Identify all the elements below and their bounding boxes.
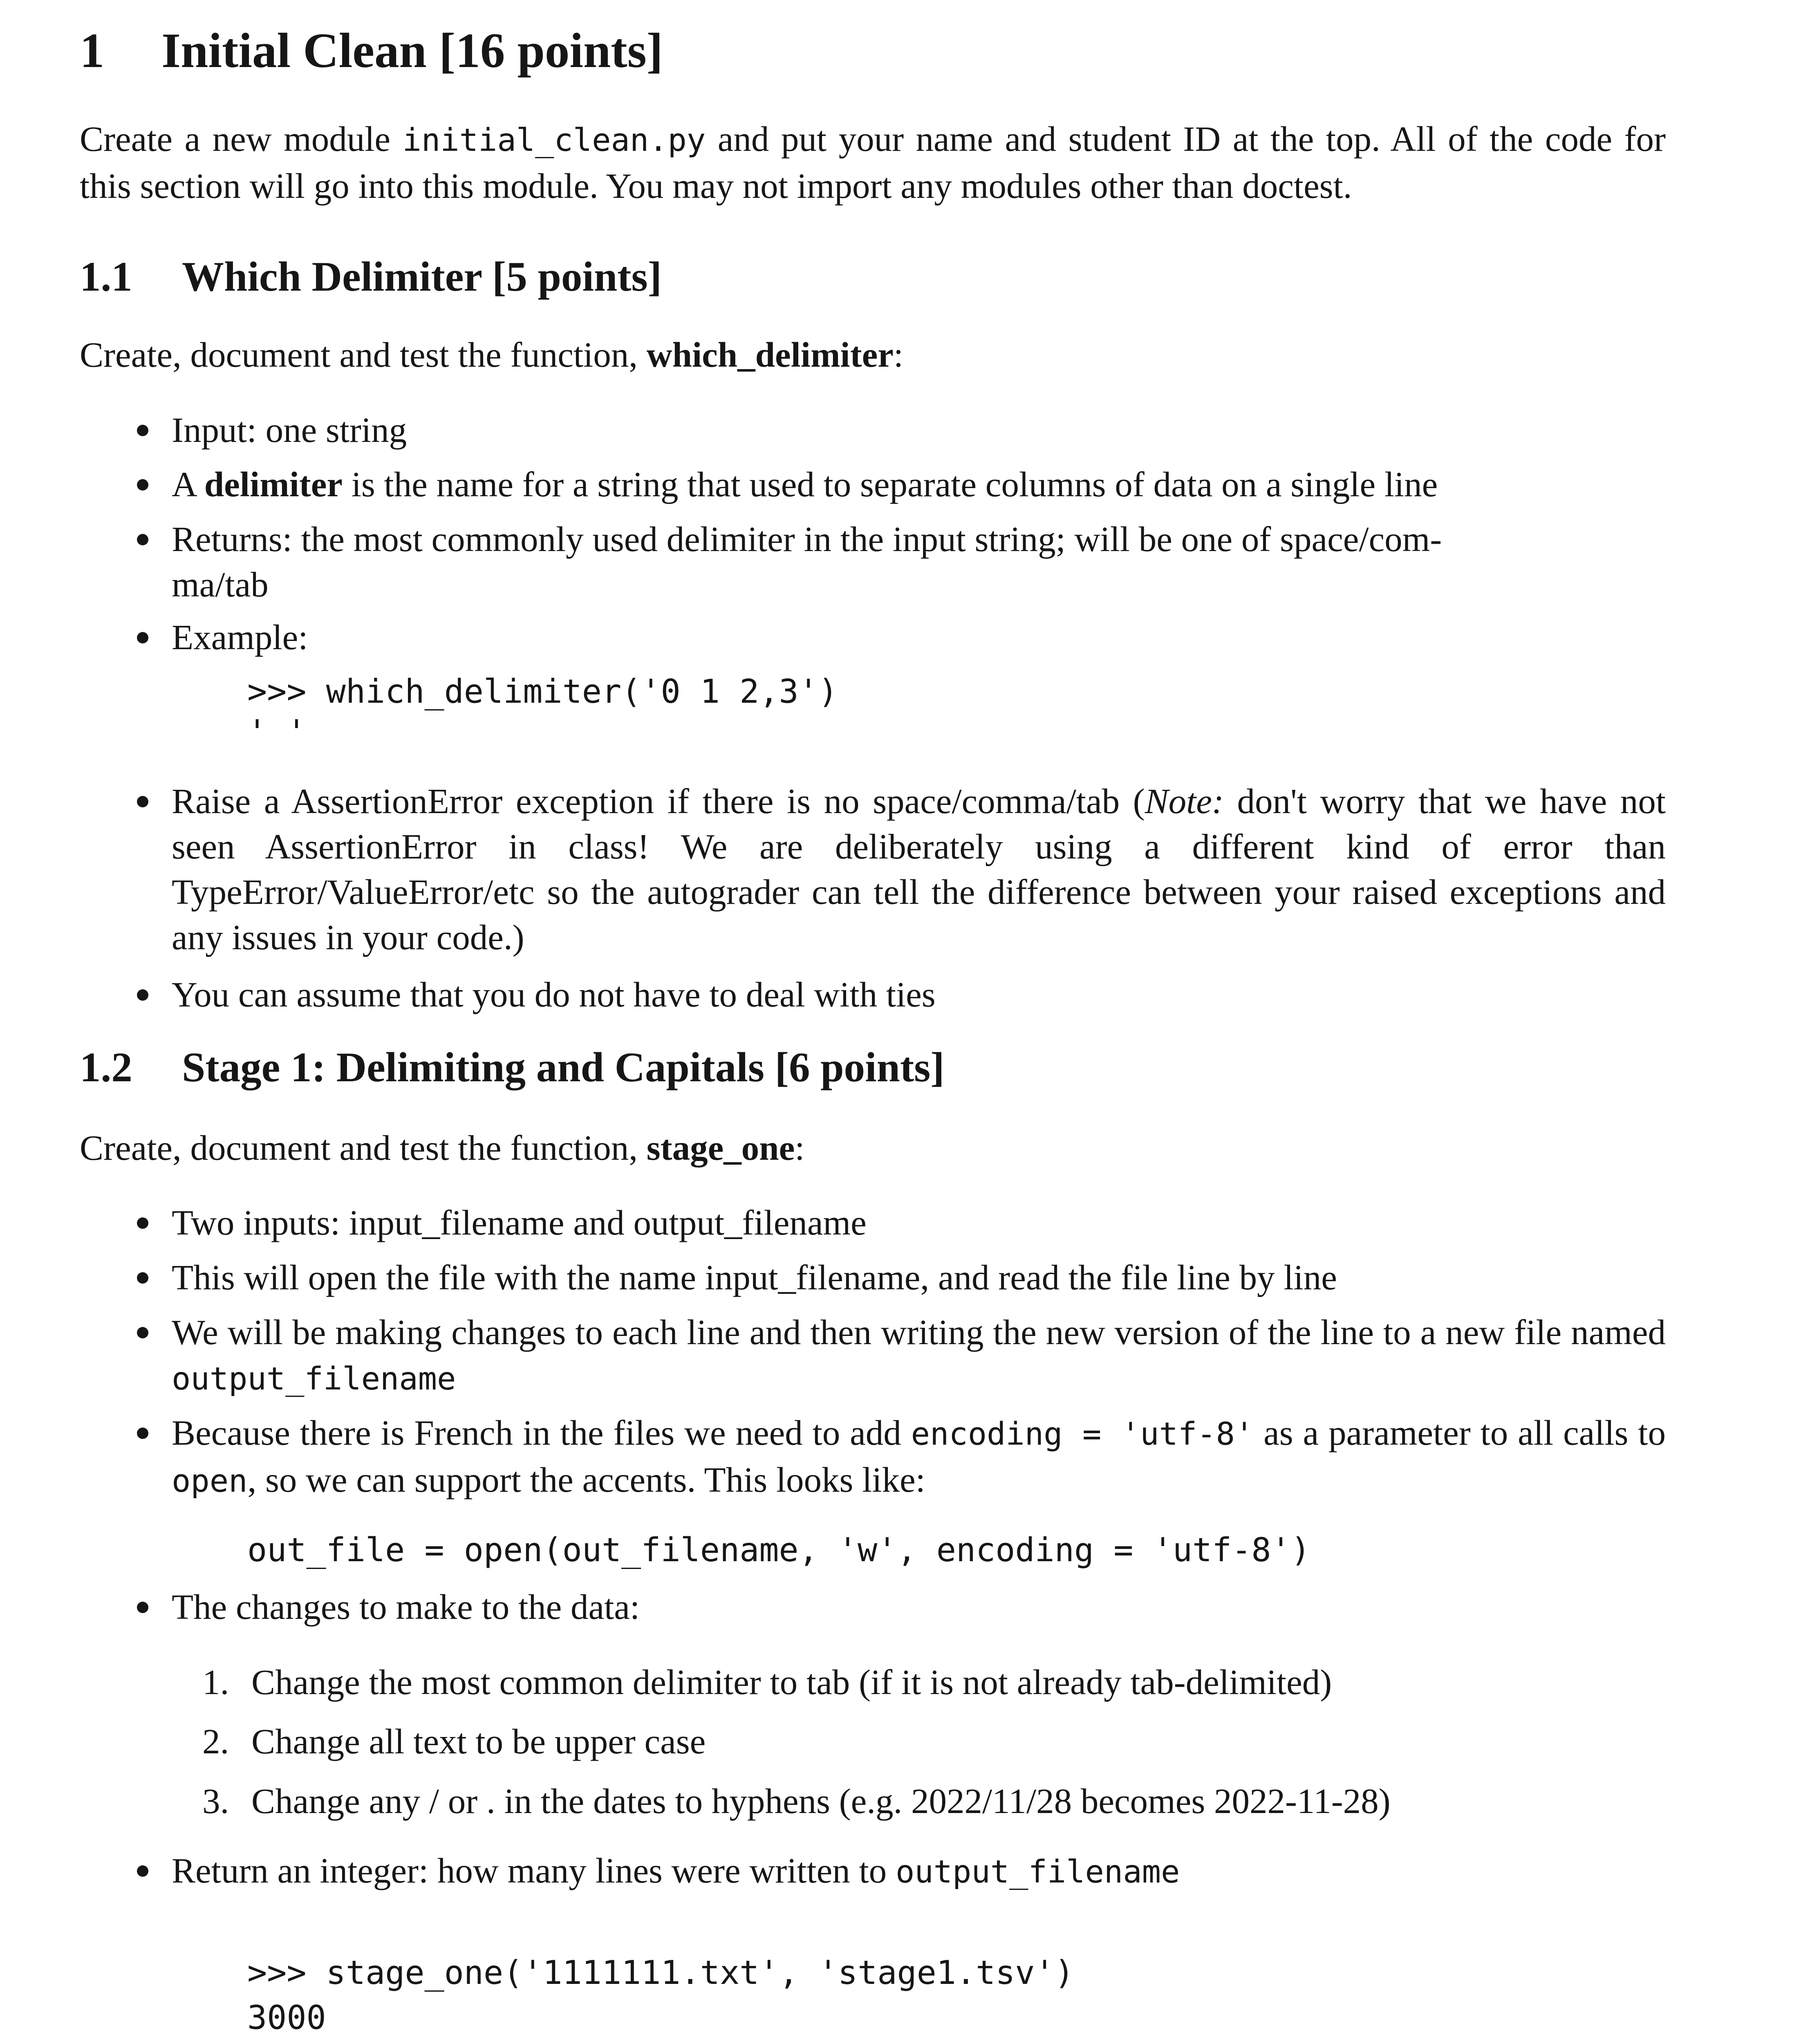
- list-item: This will open the file with the name input_filename, and read the file line by line: [172, 1257, 1337, 1297]
- bullet-icon: [137, 1428, 148, 1439]
- item-text-c: , so we can support the accents. This looks like:: [247, 1460, 925, 1499]
- item-text-a: We will be making changes to each line and then writing the new version of the line to a new file named: [172, 1312, 1666, 1352]
- list-item: [172, 1309, 1666, 1402]
- subsection-number: 1.2: [80, 1044, 132, 1091]
- item-text-b: don't worry that we have not seen AssertionError in class! We are deliberately using a different kind of error than TypeError/ValueError/etc so the autograder can tell the difference between your raised exceptions and any issues in your code.): [172, 781, 1666, 957]
- subsection-heading-1-2: [80, 1043, 945, 1091]
- list-item: Two inputs: input_filename and output_filename: [172, 1203, 867, 1242]
- bullet-icon: [137, 632, 148, 643]
- list-item: Example:: [172, 617, 308, 657]
- output-filename-code: output_filename: [172, 1361, 456, 1397]
- item-text-a: A: [172, 464, 204, 504]
- intro-text-a: Create, document and test the function,: [80, 1128, 647, 1168]
- code-line: 3000: [247, 1999, 326, 2037]
- list-item: [172, 462, 1438, 507]
- section-number: 1: [80, 23, 105, 78]
- item-text-a: Return an integer: how many lines were written to: [172, 1851, 896, 1890]
- list-item-line-2: ma/tab: [172, 565, 269, 604]
- function-name: stage_one: [646, 1128, 795, 1168]
- bullet-icon: [137, 989, 148, 1001]
- open-code: open: [172, 1463, 248, 1499]
- code-line: >>> which_delimiter('0 1 2,3'): [247, 672, 838, 710]
- item-text-b: as a parameter to all calls to: [1254, 1413, 1666, 1452]
- list-item: You can assume that you do not have to deal with ties: [172, 975, 936, 1014]
- intro-text-a: Create a new module: [80, 119, 403, 159]
- section-heading: [80, 22, 663, 79]
- intro-text-a: Create, document and test the function,: [80, 335, 647, 374]
- module-filename: initial_clean.py: [402, 122, 706, 159]
- intro-text-b: and put your name and student ID at the top. All of the code for this section will go into this module. You may not import any modules other than doctest.: [80, 119, 1666, 206]
- list-item: [172, 1410, 1666, 1504]
- item-text-a: Because there is French in the files we need to add: [172, 1413, 911, 1452]
- code-line: ' ': [247, 713, 307, 751]
- numbered-item-text: Change any / or . in the dates to hyphens (e.g. 2022/11/28 becomes 2022-11-28): [251, 1781, 1391, 1821]
- delimiter-term: delimiter: [204, 464, 343, 504]
- function-name: which_delimiter: [646, 335, 894, 374]
- encoding-code: encoding = 'utf-8': [911, 1416, 1254, 1452]
- intro-text-b: :: [893, 335, 903, 374]
- subsection-number: 1.1: [80, 253, 132, 300]
- intro-paragraph: [80, 116, 1666, 208]
- subsection-heading-1-1: [80, 253, 662, 301]
- code-line: out_file = open(out_filename, 'w', encoding = 'utf-8'): [247, 1531, 1310, 1569]
- list-item: Input: one string: [172, 410, 407, 450]
- note-label: Note:: [1145, 781, 1224, 821]
- subsection-title: Stage 1: Delimiting and Capitals [6 points]: [182, 1044, 945, 1091]
- bullet-icon: [137, 479, 148, 491]
- intro-text-b: :: [795, 1128, 805, 1168]
- subsection-title: Which Delimiter [5 points]: [182, 253, 662, 300]
- bullet-icon: [137, 796, 148, 807]
- code-line: >>> stage_one('1111111.txt', 'stage1.tsv'): [247, 1954, 1074, 1992]
- output-filename-code: output_filename: [895, 1854, 1180, 1890]
- list-item: [172, 778, 1666, 960]
- subsection-intro: [80, 332, 903, 377]
- bullet-icon: [137, 1327, 148, 1338]
- numbered-item-text: Change all text to be upper case: [251, 1721, 706, 1761]
- bullet-icon: [137, 1602, 148, 1613]
- numbered-item-number: 3.: [202, 1781, 229, 1821]
- numbered-item-number: 2.: [202, 1721, 229, 1761]
- item-text-b: is the name for a string that used to separate columns of data on a single line: [342, 464, 1438, 504]
- numbered-item-number: 1.: [202, 1662, 229, 1702]
- bullet-icon: [137, 1217, 148, 1229]
- bullet-icon: [137, 425, 148, 436]
- bullet-icon: [137, 1272, 148, 1284]
- numbered-item-text: Change the most common delimiter to tab (if it is not already tab-delimited): [251, 1662, 1332, 1702]
- subsection-intro: [80, 1125, 804, 1170]
- section-title: Initial Clean [16 points]: [161, 23, 663, 78]
- list-item: [172, 1848, 1180, 1895]
- bullet-icon: [137, 1865, 148, 1877]
- item-text-a: Raise a AssertionError exception if there is no space/comma/tab (: [172, 781, 1145, 821]
- bullet-icon: [137, 534, 148, 545]
- list-item-line-1: Returns: the most commonly used delimiter in the input string; will be one of space/com-: [172, 519, 1442, 559]
- list-item: The changes to make to the data:: [172, 1587, 640, 1627]
